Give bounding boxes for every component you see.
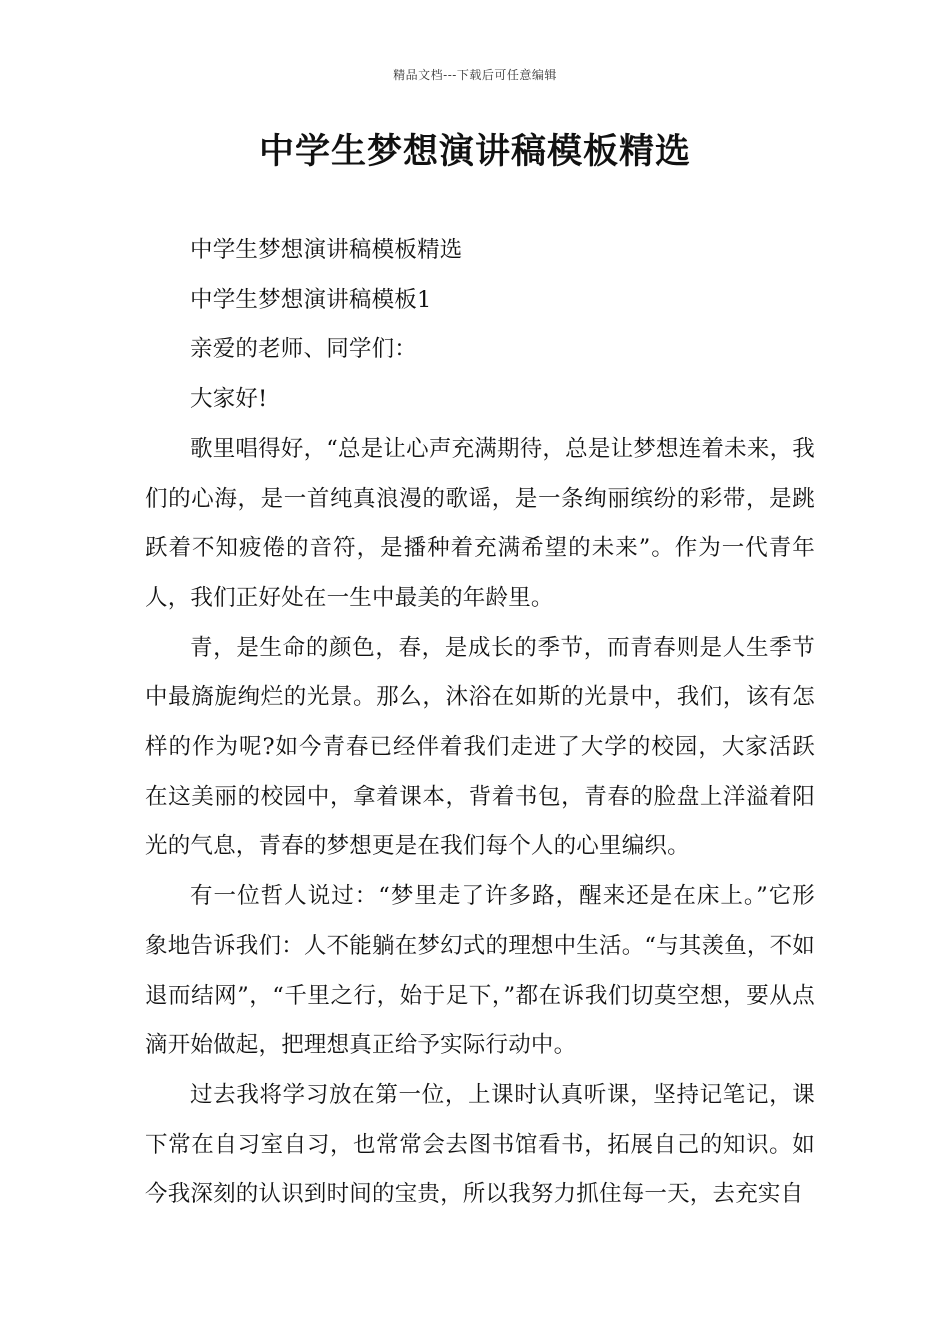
paragraph-greeting: 大家好! xyxy=(190,386,268,413)
paragraph-salutation: 亲爱的老师、同学们： xyxy=(190,336,418,363)
paragraph-body: 青，是生命的颜色，春，是成长的季节，而青春则是人生季节中最旖旎绚烂的光景。那么，沐浴在如斯的光景中，我们，该有怎样的作为呢?如今青春已经伴着我们走进了大学的校园，大家活跃在这美丽的校园中，拿着课本，背着书包，青春的脸盘上洋溢着阳光的气息，青春的梦想更是在我们每个人的心里编织。 xyxy=(145,634,815,860)
paragraph-body: 有一位哲人说过：“梦里走了许多路，醒来还是在床上。”它形象地告诉我们：人不能躺在梦幻式的理想中生活。“与其羡鱼，不如退而结网”，“千里之行，始于足下，”都在诉我们切莫空想，要从点滴开始做起，把理想真正给予实际行动中。 xyxy=(145,883,816,1059)
header-note: 精品文档---下载后可任意编辑 xyxy=(393,68,557,82)
paragraph-template-heading: 中学生梦想演讲稿模板1 xyxy=(190,286,432,313)
paragraph-subtitle: 中学生梦想演讲稿模板精选 xyxy=(190,237,463,263)
paragraph-body: 歌里唱得好，“总是让心声充满期待，总是让梦想连着未来，我们的心海，是一首纯真浪漫的歌谣，是一条绚丽缤纷的彩带，是跳跃着不知疲倦的音符，是播种着充满希望的未来”。作为一代青年人，我们正好处在一生中最美的年龄里。 xyxy=(145,435,815,611)
paragraph-body: 过去我将学习放在第一位，上课时认真听课，坚持记笔记，课下常在自习室自习，也常常会去图书馆看书，拓展自己的知识。如今我深刻的认识到时间的宝贵，所以我努力抓住每一天，去充实自 xyxy=(145,1081,815,1208)
document-body xyxy=(145,226,815,1220)
document-title: 中学生梦想演讲稿模板精选 xyxy=(258,131,691,172)
